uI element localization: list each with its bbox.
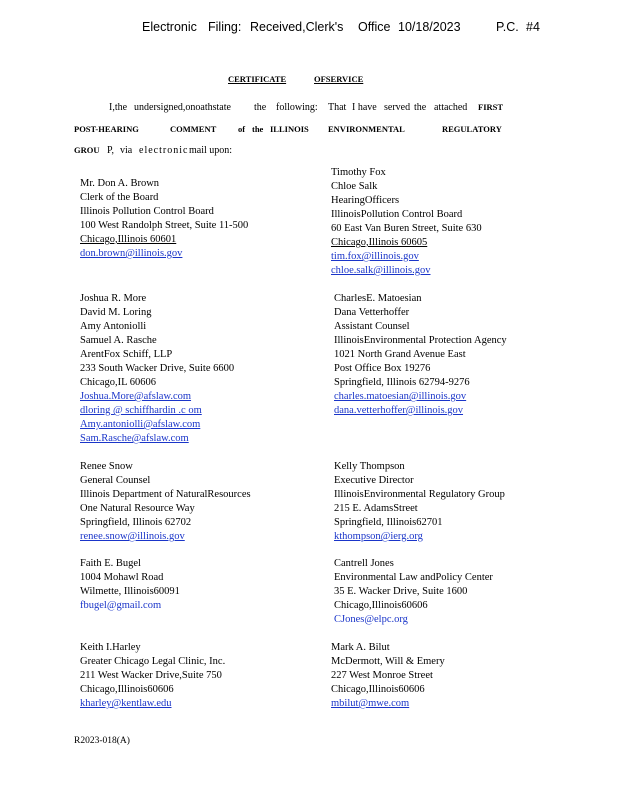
body-text: ILLINOIS: [270, 124, 309, 134]
recipient-city: Springfield, Illinois 62794-9276: [334, 377, 470, 388]
header-office: Office: [358, 20, 391, 34]
recipient-title: Assistant Counsel: [334, 321, 410, 332]
recipient-email-link[interactable]: chloe.salk@illinois.gov: [331, 265, 431, 276]
recipient-block-iepa: [334, 292, 507, 418]
recipient-name: Renee Snow: [80, 461, 133, 472]
recipient-email-link[interactable]: Sam.Rasche@afslaw.com: [80, 433, 189, 444]
recipient-name: Amy Antoniolli: [80, 321, 147, 332]
recipient-organization: Illinois Pollution Control Board: [80, 206, 214, 217]
recipient-name: Mark A. Bilut: [331, 642, 390, 653]
recipient-city: Chicago,Illinois60606: [80, 684, 174, 695]
body-text: That: [328, 102, 347, 113]
recipient-name: Samuel A. Rasche: [80, 335, 157, 346]
body-text: REGULATORY: [442, 124, 502, 134]
recipient-address: 35 E. Wacker Drive, Suite 1600: [334, 586, 468, 597]
recipient-block-bugel: [80, 557, 180, 613]
body-text: of: [238, 124, 246, 134]
recipient-name: David M. Loring: [80, 307, 152, 318]
recipient-address: 227 West Monroe Street: [331, 670, 433, 681]
body-text: electronic: [139, 145, 189, 156]
recipient-email-link[interactable]: dloring @ schiffhardin .c om: [80, 405, 202, 416]
recipient-name: Joshua R. More: [80, 293, 147, 304]
recipient-email-link[interactable]: tim.fox@illinois.gov: [331, 251, 419, 262]
recipient-address: 233 South Wacker Drive, Suite 6600: [80, 363, 235, 374]
recipient-email-link[interactable]: kthompson@ierg.org: [334, 531, 423, 542]
recipient-organization: Environmental Law andPolicy Center: [334, 572, 493, 583]
recipient-email-link[interactable]: kharley@kentlaw.edu: [80, 698, 172, 709]
recipient-title: HearingOfficers: [331, 195, 400, 206]
recipient-city: Chicago,Illinois60606: [334, 600, 428, 611]
recipient-email-link[interactable]: Joshua.More@afslaw.com: [80, 391, 192, 402]
recipient-name: Chloe Salk: [331, 181, 378, 192]
body-text: the: [252, 124, 264, 134]
recipient-address: 215 E. AdamsStreet: [334, 503, 418, 514]
recipient-email-link[interactable]: dana.vetterhoffer@illinois.gov: [334, 405, 464, 416]
recipient-city: Springfield, Illinois62701: [334, 517, 443, 528]
recipient-email-link[interactable]: Amy.antoniolli@afslaw.com: [80, 419, 201, 430]
recipient-organization: Illinois Department of NaturalResources: [80, 489, 251, 500]
recipient-city: Chicago,IL 60606: [80, 377, 157, 388]
body-text: attached: [434, 102, 468, 113]
recipient-email-link[interactable]: fbugel@gmail.com: [80, 600, 162, 611]
body-text: the: [414, 102, 427, 113]
body-text: via: [120, 145, 133, 156]
recipient-name: Keith I.Harley: [80, 642, 141, 653]
recipient-block-arentfox: [80, 292, 234, 446]
body-text: POST-HEARING: [74, 124, 139, 134]
recipient-title: Clerk of the Board: [80, 192, 159, 203]
recipient-name: Dana Vetterhoffer: [334, 307, 410, 318]
certificate-word: CERTIFICATE: [228, 74, 287, 84]
recipient-title: Executive Director: [334, 475, 414, 486]
recipient-block-snow: [80, 460, 251, 544]
recipient-block-brown: [80, 177, 248, 261]
recipient-address: 60 East Van Buren Street, Suite 630: [331, 223, 482, 234]
body-text: ENVIRONMENTAL: [328, 124, 405, 134]
header-pc-number: #4: [526, 20, 540, 34]
recipient-city: Springfield, Illinois 62702: [80, 517, 192, 528]
recipient-organization: IllinoisPollution Control Board: [331, 209, 463, 220]
recipient-email-link[interactable]: charles.matoesian@illinois.gov: [334, 391, 467, 402]
recipient-block-harley: [80, 641, 225, 711]
docket-number: R2023-018(A): [74, 736, 130, 746]
body-text: undersigned,onoathstate: [134, 102, 231, 113]
service-word: OFSERVICE: [314, 74, 364, 84]
header-received: Received,Clerk's: [250, 20, 344, 34]
recipient-name: Faith E. Bugel: [80, 558, 141, 569]
recipient-organization: IllinoisEnvironmental Protection Agency: [334, 335, 507, 346]
recipient-block-thompson: [334, 460, 505, 544]
body-text: COMMENT: [170, 124, 217, 134]
body-text: FIRST: [478, 102, 504, 112]
header-filing: Filing:: [208, 20, 242, 34]
recipient-address: 1004 Mohawl Road: [80, 572, 164, 583]
recipient-name: Cantrell Jones: [334, 558, 394, 569]
recipient-address: 1021 North Grand Avenue East: [334, 349, 466, 360]
body-text: the: [254, 102, 267, 113]
body-text: GROU: [74, 145, 100, 155]
recipient-email-link[interactable]: CJones@elpc.org: [334, 614, 408, 625]
recipient-address: Post Office Box 19276: [334, 363, 431, 374]
recipient-organization: IllinoisEnvironmental Regulatory Group: [334, 489, 505, 500]
body-text: I have: [352, 102, 377, 113]
body-text: P,: [107, 145, 114, 156]
recipient-email-link[interactable]: mbilut@mwe.com: [331, 698, 410, 709]
recipient-name: Timothy Fox: [331, 167, 386, 178]
recipient-email-link[interactable]: don.brown@illinois.gov: [80, 248, 183, 259]
header-date: 10/18/2023: [398, 20, 461, 34]
recipient-organization: Greater Chicago Legal Clinic, Inc.: [80, 656, 226, 667]
recipient-organization: McDermott, Will & Emery: [331, 656, 445, 667]
body-text: following:: [276, 102, 318, 113]
body-text: I,the: [109, 102, 128, 113]
header-pc: P.C.: [496, 20, 519, 34]
header-electronic: Electronic: [142, 20, 197, 34]
recipient-city: Chicago,Illinois60606: [331, 684, 425, 695]
body-text: mail upon:: [189, 145, 233, 156]
recipient-address: 100 West Randolph Street, Suite 11-500: [80, 220, 249, 231]
recipient-city: Chicago,Illinois 60601: [80, 234, 177, 245]
recipient-address: 211 West Wacker Drive,Suite 750: [80, 670, 222, 681]
recipient-organization: ArentFox Schiff, LLP: [80, 349, 173, 360]
recipient-name: Kelly Thompson: [334, 461, 405, 472]
recipient-name: CharlesE. Matoesian: [334, 293, 422, 304]
recipient-block-fox-salk: [331, 166, 482, 278]
body-text: served: [384, 102, 411, 113]
recipient-block-jones: [334, 557, 493, 627]
recipient-block-bilut: [331, 641, 445, 711]
recipient-title: General Counsel: [80, 475, 151, 486]
recipient-city: Chicago,Illinois 60605: [331, 237, 428, 248]
recipient-city: Wilmette, Illinois60091: [80, 586, 180, 597]
recipient-name: Mr. Don A. Brown: [80, 178, 160, 189]
recipient-address: One Natural Resource Way: [80, 503, 195, 514]
recipient-email-link[interactable]: renee.snow@illinois.gov: [80, 531, 185, 542]
